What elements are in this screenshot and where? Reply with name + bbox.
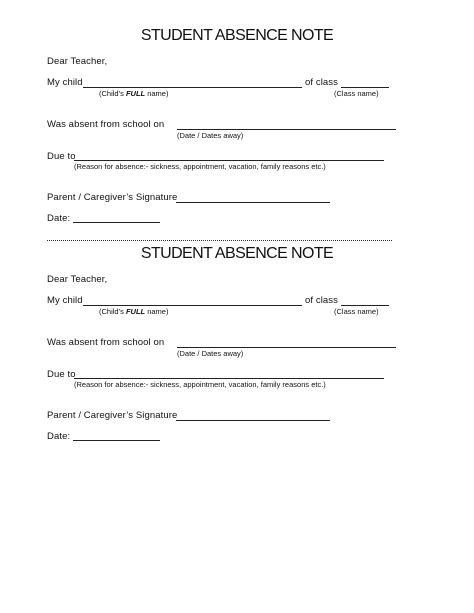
my-child-label: My child bbox=[47, 295, 83, 306]
absence-date-field[interactable] bbox=[177, 129, 396, 130]
class-name-hint: (Class name) bbox=[334, 89, 379, 98]
of-class-label: of class bbox=[305, 295, 339, 306]
class-name-field[interactable] bbox=[341, 87, 389, 88]
due-to-label: Due to bbox=[47, 151, 76, 162]
absent-label: Was absent from school on bbox=[47, 337, 165, 348]
reason-hint: (Reason for absence:- sickness, appointment, vacation, family reasons etc.) bbox=[74, 162, 326, 171]
of-class-label: of class bbox=[305, 77, 339, 88]
note-title: STUDENT ABSENCE NOTE bbox=[140, 245, 334, 262]
class-name-field[interactable] bbox=[341, 305, 389, 306]
reason-hint: (Reason for absence:- sickness, appointment, vacation, family reasons etc.) bbox=[74, 380, 326, 389]
signature-field[interactable] bbox=[176, 420, 330, 421]
reason-field[interactable] bbox=[74, 378, 384, 379]
child-name-field[interactable] bbox=[83, 87, 302, 88]
reason-field[interactable] bbox=[74, 160, 384, 161]
date-label: Date: bbox=[47, 213, 71, 224]
greeting: Dear Teacher, bbox=[47, 56, 108, 67]
date-field[interactable] bbox=[73, 440, 160, 441]
child-name-field[interactable] bbox=[83, 305, 302, 306]
child-name-hint: (Child’s FULL name) bbox=[99, 307, 169, 316]
absent-label: Was absent from school on bbox=[47, 119, 165, 130]
date-hint: (Date / Dates away) bbox=[177, 349, 244, 358]
signature-label: Parent / Caregiver’s Signature bbox=[47, 192, 178, 203]
my-child-label: My child bbox=[47, 77, 83, 88]
absence-note-2 bbox=[0, 218, 474, 442]
absence-note-1 bbox=[0, 0, 474, 224]
date-hint: (Date / Dates away) bbox=[177, 131, 244, 140]
signature-field[interactable] bbox=[176, 202, 330, 203]
note-title: STUDENT ABSENCE NOTE bbox=[140, 27, 334, 44]
due-to-label: Due to bbox=[47, 369, 76, 380]
greeting: Dear Teacher, bbox=[47, 274, 108, 285]
date-label: Date: bbox=[47, 431, 71, 442]
signature-label: Parent / Caregiver’s Signature bbox=[47, 410, 178, 421]
class-name-hint: (Class name) bbox=[334, 307, 379, 316]
absence-date-field[interactable] bbox=[177, 347, 396, 348]
child-name-hint: (Child’s FULL name) bbox=[99, 89, 169, 98]
